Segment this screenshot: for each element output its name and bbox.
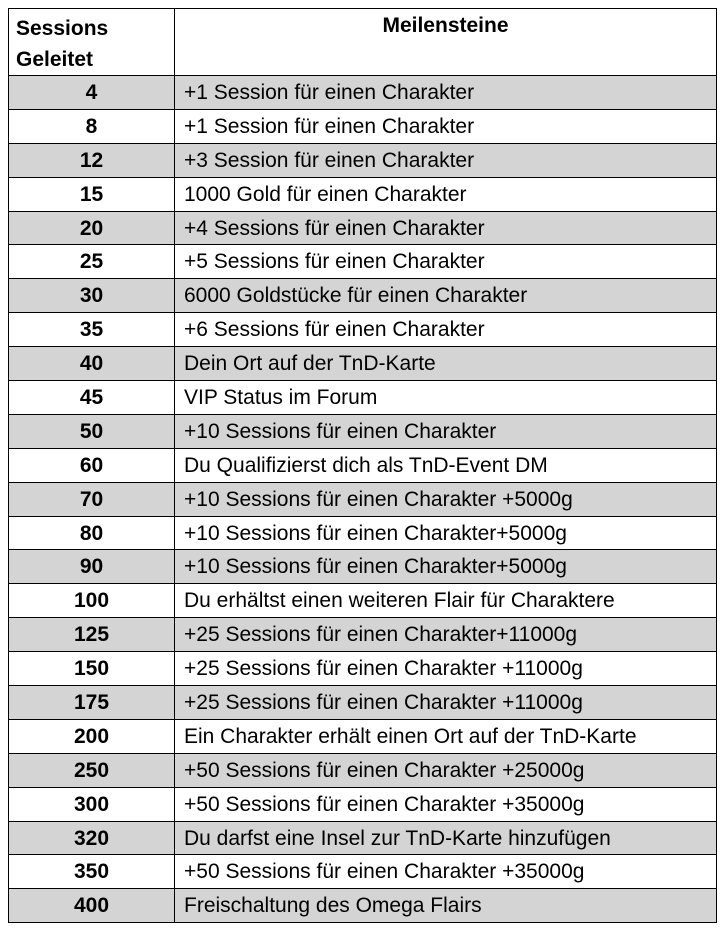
table-row <box>9 686 717 720</box>
table-row <box>9 482 717 516</box>
sessions-count-cell: 350 <box>9 855 175 889</box>
milestone-cell: 1000 Gold für einen Charakter <box>175 177 717 211</box>
milestone-cell: +4 Sessions für einen Charakter <box>175 211 717 245</box>
table-row <box>9 516 717 550</box>
sessions-count-cell: 30 <box>9 279 175 313</box>
milestone-cell: +10 Sessions für einen Charakter +5000g <box>175 482 717 516</box>
sessions-count-cell: 125 <box>9 618 175 652</box>
table-row <box>9 889 717 923</box>
sessions-count-cell: 35 <box>9 313 175 347</box>
sessions-count-cell: 40 <box>9 347 175 381</box>
milestone-cell: +25 Sessions für einen Charakter +11000g <box>175 652 717 686</box>
table-row <box>9 177 717 211</box>
table-row <box>9 719 717 753</box>
milestone-cell: +25 Sessions für einen Charakter +11000g <box>175 686 717 720</box>
table-row <box>9 652 717 686</box>
table-row <box>9 753 717 787</box>
milestone-cell: Du darfst eine Insel zur TnD-Karte hinzufügen <box>175 821 717 855</box>
milestones-table <box>8 8 717 923</box>
milestones-table-container <box>8 8 716 923</box>
sessions-count-cell: 150 <box>9 652 175 686</box>
milestone-cell: 6000 Goldstücke für einen Charakter <box>175 279 717 313</box>
sessions-count-cell: 25 <box>9 245 175 279</box>
table-row <box>9 787 717 821</box>
sessions-count-cell: 250 <box>9 753 175 787</box>
milestone-cell: +25 Sessions für einen Charakter+11000g <box>175 618 717 652</box>
header-sessions: Sessions Geleitet <box>9 9 175 76</box>
milestone-cell: +50 Sessions für einen Charakter +35000g <box>175 855 717 889</box>
header-row <box>9 9 717 76</box>
table-row <box>9 414 717 448</box>
header-milestones: Meilensteine <box>175 9 717 76</box>
sessions-count-cell: 15 <box>9 177 175 211</box>
milestone-cell: +1 Session für einen Charakter <box>175 109 717 143</box>
table-body <box>9 76 717 923</box>
milestone-cell: +3 Session für einen Charakter <box>175 143 717 177</box>
milestone-cell: +10 Sessions für einen Charakter+5000g <box>175 550 717 584</box>
sessions-count-cell: 200 <box>9 719 175 753</box>
table-row <box>9 76 717 110</box>
table-row <box>9 245 717 279</box>
milestone-cell: Du Qualifizierst dich als TnD-Event DM <box>175 448 717 482</box>
milestone-cell: +1 Session für einen Charakter <box>175 76 717 110</box>
sessions-count-cell: 4 <box>9 76 175 110</box>
table-row <box>9 211 717 245</box>
milestone-cell: +50 Sessions für einen Charakter +25000g <box>175 753 717 787</box>
milestone-cell: +6 Sessions für einen Charakter <box>175 313 717 347</box>
table-row <box>9 584 717 618</box>
milestone-cell: Ein Charakter erhält einen Ort auf der TnD-Karte <box>175 719 717 753</box>
sessions-count-cell: 8 <box>9 109 175 143</box>
milestone-cell: Freischaltung des Omega Flairs <box>175 889 717 923</box>
sessions-count-cell: 90 <box>9 550 175 584</box>
table-row <box>9 550 717 584</box>
sessions-count-cell: 80 <box>9 516 175 550</box>
milestone-cell: Dein Ort auf der TnD-Karte <box>175 347 717 381</box>
milestone-cell: +50 Sessions für einen Charakter +35000g <box>175 787 717 821</box>
sessions-count-cell: 20 <box>9 211 175 245</box>
sessions-count-cell: 50 <box>9 414 175 448</box>
milestone-cell: +10 Sessions für einen Charakter+5000g <box>175 516 717 550</box>
sessions-count-cell: 60 <box>9 448 175 482</box>
milestone-cell: Du erhältst einen weiteren Flair für Charaktere <box>175 584 717 618</box>
table-row <box>9 618 717 652</box>
sessions-count-cell: 70 <box>9 482 175 516</box>
table-row <box>9 279 717 313</box>
table-row <box>9 381 717 415</box>
table-row <box>9 855 717 889</box>
sessions-count-cell: 12 <box>9 143 175 177</box>
sessions-count-cell: 100 <box>9 584 175 618</box>
sessions-count-cell: 45 <box>9 381 175 415</box>
table-row <box>9 821 717 855</box>
table-row <box>9 313 717 347</box>
milestone-cell: VIP Status im Forum <box>175 381 717 415</box>
milestone-cell: +10 Sessions für einen Charakter <box>175 414 717 448</box>
sessions-count-cell: 320 <box>9 821 175 855</box>
sessions-count-cell: 300 <box>9 787 175 821</box>
table-row <box>9 109 717 143</box>
sessions-count-cell: 175 <box>9 686 175 720</box>
table-row <box>9 448 717 482</box>
table-header <box>9 9 717 76</box>
milestone-cell: +5 Sessions für einen Charakter <box>175 245 717 279</box>
table-row <box>9 143 717 177</box>
sessions-count-cell: 400 <box>9 889 175 923</box>
table-row <box>9 347 717 381</box>
